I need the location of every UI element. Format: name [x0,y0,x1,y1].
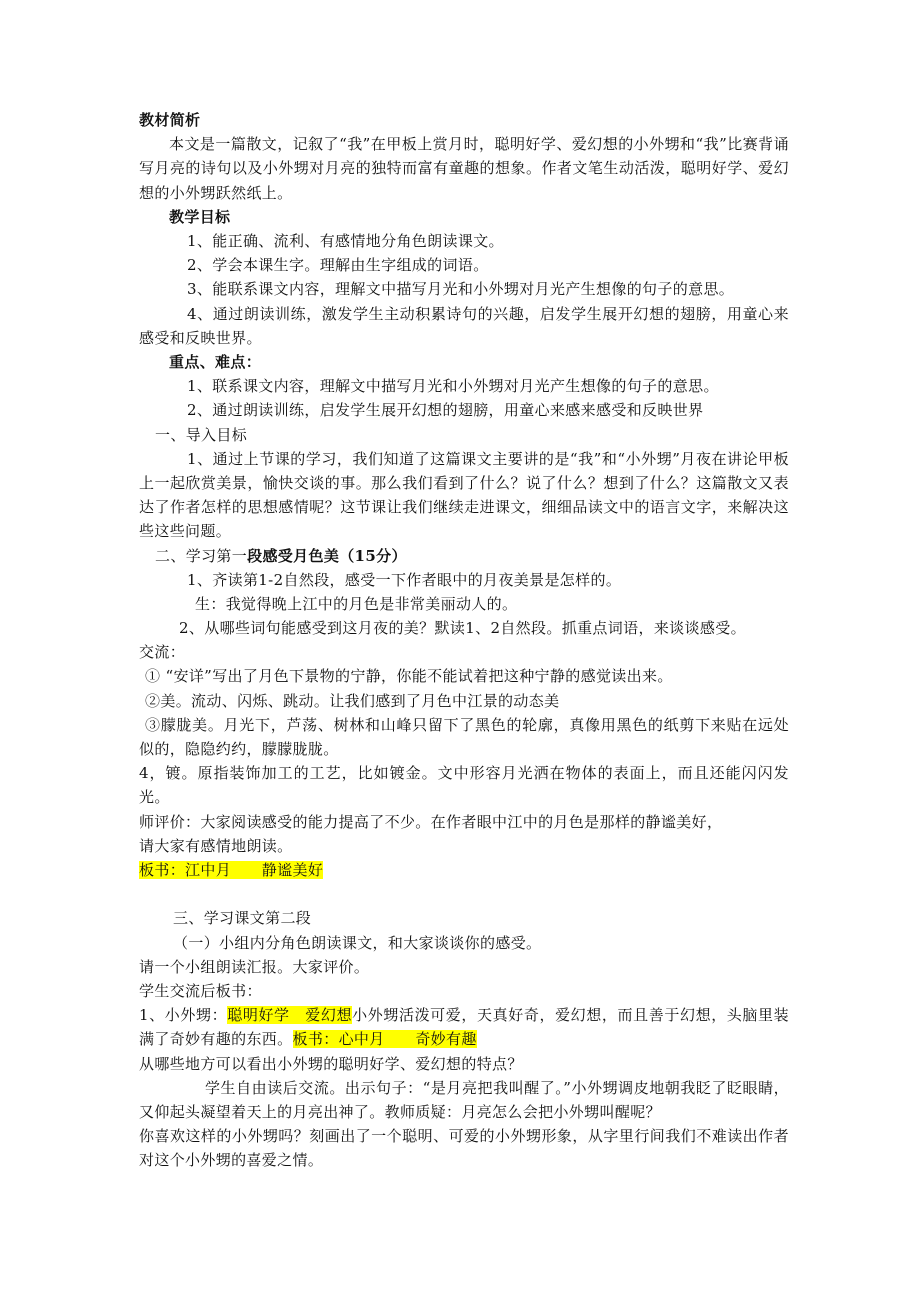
section-heading-analysis: 教材简析 [139,111,201,129]
part1-heading-plain: 二、学习第一 [155,546,248,565]
discussion-paragraph: 学生自由读后交流。出示句子：“是月亮把我叫醒了。”小外甥调皮地朝我眨了眨眼睛，又仰起头凝望着天上的月亮出神了。教师质疑：月亮怎么会把小外甥叫醒呢？ [139,1078,789,1121]
part1-heading-bold: 段感受月色美（15分） [247,546,407,565]
section-heading-intro: 一、导入目标 [155,425,248,444]
exchange-point: ②美。流动、闪烁、跳动。让我们感到了月色中江景的动态美 [145,691,560,710]
board-note: 板书：江中月 静谧美好 [139,861,324,880]
student-answer: 生：我觉得晚上江中的月色是非常美丽动人的。 [195,594,518,613]
keypoint-item: 2、通过朗读训练，启发学生展开幻想的翅膀，用童心来感来感受和反映世界 [187,401,704,420]
section-heading-part1 [139,544,789,568]
goal-item: 4、通过朗读训练，激发学生主动积累诗句的兴趣，启发学生展开幻想的翅膀，用童心来感受和反映世界。 [139,304,789,347]
instruction-text: 请一个小组朗读汇报。大家评价。 [139,957,370,976]
goal-item: 1、能正确、流利、有感情地分角色朗读课文。 [187,231,504,250]
closing-paragraph: 你喜欢这样的小外甥吗？刻画出了一个聪明、可爱的小外甥形象，从字里行间我们不难读出作者对这个小外甥的喜爱之情。 [139,1127,789,1170]
teacher-comment: 师评价：大家阅读感受的能力提高了不少。在作者眼中江中的月色是那样的静谧美好， [139,812,723,831]
section-heading-part2: 三、学习课文第二段 [173,909,312,928]
section-heading-keypoints: 重点、难点： [169,352,262,371]
goal-item: 2、学会本课生字。理解由生字组成的词语。 [187,256,489,275]
board-item-text: 小外甥活泼可爱，天真好奇，爱幻想，而且善于幻想，头脑里装满了奇妙有趣的东西。 [139,1006,789,1049]
keypoint-item: 1、联系课文内容，理解文中描写月光和小外甥对月光产生想像的句子的意思。 [187,377,719,396]
question-text: 从哪些地方可以看出小外甥的聪明好学、爱幻想的特点？ [139,1054,523,1073]
board-item [139,1003,789,1051]
goal-item: 3、能联系课文内容，理解文中描写月光和小外甥对月光产生想像的句子的意思。 [187,280,735,299]
section-heading-goals: 教学目标 [169,207,231,226]
analysis-paragraph: 本文是一篇散文，记叙了“我”在甲板上赏月时，聪明好学、爱幻想的小外甥和“我”比赛背诵写月亮的诗句以及小外甥对月亮的独特而富有童趣的想象。作者文笔生动活泼，聪明好学、爱幻想的小外甥跃然纸上。 [139,135,789,202]
board-note: 板书：心中月 奇妙有趣 [292,1030,477,1049]
board-item-prefix: 1、小外甥： [139,1006,228,1025]
intro-paragraph: 1、通过上节课的学习，我们知道了这篇课文主要讲的是“我”和“小外甥”月夜在讲论甲板上一起欣赏美景，愉快交谈的事。那么我们看到了什么？说了什么？想到了什么？这篇散文又表达了作者怎样的思想感情呢？这节课让我们继续走进课文，细细品读文中的语言文字，来解决这些这些问题。 [139,449,789,541]
teacher-comment: 请大家有感情地朗读。 [139,836,293,855]
instruction-text: 学生交流后板书： [139,981,262,1000]
exchange-label: 交流： [139,643,186,662]
subsection-heading: （一）小组内分角色朗读课文，和大家谈谈你的感受。 [173,933,542,952]
board-highlight: 聪明好学 爱幻想 [227,1006,353,1025]
exchange-point: 4，镀。原指装饰加工的工艺，比如镀金。文中形容月光洒在物体的表面上，而且还能闪闪发光。 [139,764,789,807]
exchange-point: ① “安详”写出了月色下景物的宁静，你能不能试着把这种宁静的感觉读出来。 [145,667,673,686]
step-item: 1、齐读第1-2自然段，感受一下作者眼中的月夜美景是怎样的。 [187,570,622,589]
exchange-point: ③朦胧美。月光下，芦荡、树林和山峰只留下了黑色的轮廓，真像用黑色的纸剪下来贴在远处似的，隐隐约约，朦朦胧胧。 [139,715,789,759]
document-page [139,108,789,1173]
step-item: 2、从哪些词句能感受到这月夜的美？默读1、2自然段。抓重点词语，来谈谈感受。 [179,619,746,638]
